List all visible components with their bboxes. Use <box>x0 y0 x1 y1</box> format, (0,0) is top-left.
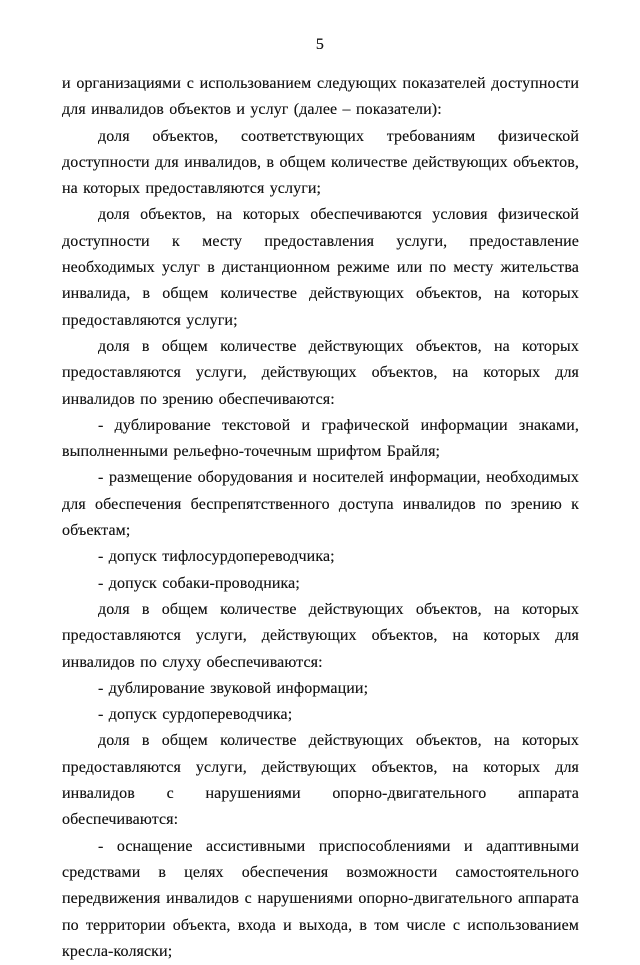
paragraph: доля объектов, на которых обеспечиваются условия физической доступности к месту предоставления услуги, предоставление необходимых услуг в дистанционном режиме или по месту жительства инвалида, в общем количестве действующих объектов, на которых предоставляются услуги; <box>62 206 579 329</box>
document-body <box>62 71 579 965</box>
paragraph: доля в общем количестве действующих объектов, на которых предоставляются услуги, действующих объектов, на которых для инвалидов по слуху обеспечиваются: <box>62 600 579 671</box>
paragraph: - допуск сурдопереводчика; <box>98 706 293 724</box>
paragraph: - допуск тифлосурдопереводчика; <box>98 548 335 566</box>
paragraph: - оснащение ассистивными приспособлениями и адаптивными средствами в целях обеспечения возможности самостоятельного передвижения инвалидов с нарушениями опорно-двигательного аппарата по территории объекта, входа и выхода, в том числе с использованием кресла-коляски; <box>62 837 579 960</box>
paragraph: доля объектов, соответствующих требованиям физической доступности для инвалидов, в общем количестве действующих объектов, на которых предоставляются услуги; <box>62 127 579 198</box>
paragraph: - дублирование звуковой информации; <box>98 679 369 697</box>
paragraph: - допуск собаки-проводника; <box>98 574 300 592</box>
paragraph: доля в общем количестве действующих объектов, на которых предоставляются услуги, действующих объектов, на которых для инвалидов с нарушениями опорно-двигательного аппарата обеспечиваются: <box>62 732 579 829</box>
paragraph: - размещение оборудования и носителей информации, необходимых для обеспечения беспрепятственного доступа инвалидов по зрению к объектам; <box>62 469 579 540</box>
paragraph: - дублирование текстовой и графической информации знаками, выполненными рельефно-точечным шрифтом Брайля; <box>62 416 579 461</box>
paragraph: и организациями с использованием следующих показателей доступности для инвалидов объектов и услуг (далее – показатели): <box>62 75 579 119</box>
paragraph: доля в общем количестве действующих объектов, на которых предоставляются услуги, действующих объектов, на которых для инвалидов по зрению обеспечиваются: <box>62 337 579 408</box>
page-number: 5 <box>315 36 325 53</box>
